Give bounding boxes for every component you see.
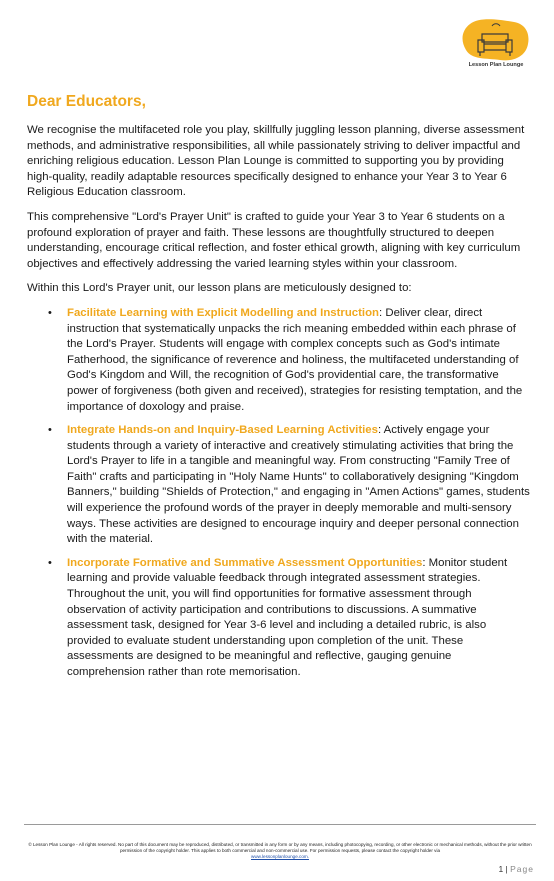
list-item (48, 556, 532, 681)
sofa-logo-icon (462, 18, 530, 62)
list-item (48, 306, 532, 415)
bullet-icon: • (48, 306, 52, 319)
list-item-title: Facilitate Learning with Explicit Modelling and Instruction (67, 306, 380, 319)
page-number (498, 864, 534, 874)
bullet-icon: • (48, 424, 52, 437)
copyright-footer (24, 842, 536, 860)
copyright-text: © Lesson Plan Lounge - All rights reserved. No part of this document may be reproduced, distributed, or transmitted in any form or by any means, including photocopying, recording, or other electronic or mechanical methods, without the prior written permission of the copyright holder. This applies to both commercial and non-commercial use. For permission requests, please contact the copyright holder via (28, 842, 532, 853)
logo-text: Lesson Plan Lounge (468, 62, 524, 68)
page-number-value: 1 (498, 864, 504, 874)
page-separator: | (505, 864, 508, 874)
greeting-heading: Dear Educators, (27, 93, 146, 110)
list-item-title: Integrate Hands-on and Inquiry-Based Learning Activities (67, 424, 378, 437)
objectives-list (27, 306, 532, 681)
logo (458, 14, 534, 76)
intro-paragraph: We recognise the multifaceted role you play, skillfully juggling lesson planning, diverse assessment methods, and administrative responsibilities, all while passionately striving to deliver impactful and enriching religious education. Lesson Plan Lounge is committed to supporting you by providing high-quality, readily adaptable resources specifically designed to enhance your Year 3 to Year 6 Religious Education classroom. (27, 124, 525, 199)
website-link[interactable]: www.lessonplanlounge.com. (251, 854, 309, 859)
list-item-text: : Monitor student learning and provide valuable feedback through integrated assessment strategies. Throughout the unit, you will find opportunities for formative assessment through observation of activity participation and contributions to discussions. A summative assessment task, designed for Year 3-6 level and including a detailed rubric, is also provided to evaluate student understanding upon completion of the unit. These assessments are designed to be meaningful and reflective, gauging genuine comprehension rather than rote memorisation. (67, 556, 508, 678)
lead-in-paragraph: Within this Lord's Prayer unit, our lesson plans are meticulously designed to: (27, 282, 412, 295)
unit-paragraph: This comprehensive "Lord's Prayer Unit" is crafted to guide your Year 3 to Year 6 students on a profound exploration of prayer and faith. These lessons are thoughtfully structured to deepen understanding, encourage critical reflection, and foster ethical growth, aligning with key curriculum objectives and effectively addressing the varied learning styles within your classroom. (27, 210, 521, 270)
letter-body (27, 123, 532, 689)
list-item-title: Incorporate Formative and Summative Assessment Opportunities (67, 556, 423, 569)
list-item (48, 423, 532, 548)
list-item-text: : Deliver clear, direct instruction that systematically unpacks the rich meaning embedded within each phrase of the Lord's Prayer. Students will engage with complex concepts such as God's intimate Fatherhood, the significance of reverence and holiness, the multifaceted understanding of God's Kingdom and Will, the recognition of God's providential care, the transformative power of forgiveness (both given and received), strategies for resisting temptation, and the importance of doxology and praise. (67, 306, 523, 413)
footer-divider (24, 824, 536, 825)
bullet-icon: • (48, 556, 52, 569)
list-item-text: : Actively engage your students through a variety of interactive and creatively stimulating activities that bring the Lord's Prayer to life in a tangible and meaningful way. From constructing "Family Tree of Faith" crafts and participating in "Holy Name Hunts" to collaboratively designing "Kingdom Banners," building "Shields of Protection," and engaging in "Amen Actions" games, students will experience the profound words of the prayer in deeply memorable and multi-sensory ways. These activities are designed to encourage inquiry and deeper personal connection with the material. (67, 424, 530, 546)
page-label: Page (510, 864, 534, 874)
